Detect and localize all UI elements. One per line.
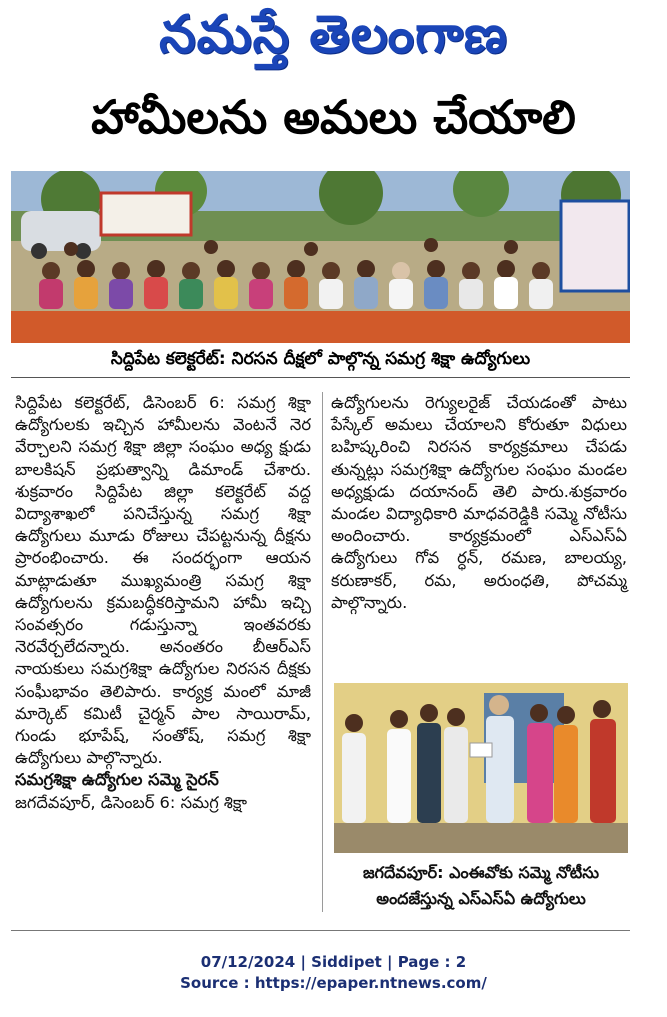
left-column <box>15 392 311 814</box>
footer <box>0 952 667 994</box>
left-column-paragraph: సిద్దిపేట కలెక్టరేట్, డిసెంబర్ 6: సమగ్ర శిక్షా ఉద్యోగులకు ఇచ్చిన హామీలను వెంటనే నెర వేర్చాలని సమగ్ర శిక్షా జిల్లా సంఘం అధ్య క్షుడు బాలకిషన్ ప్రభుత్వాన్ని డిమాండ్ చేశారు. శుక్రవారం సిద్దిపేట జిల్లా కలెక్టరేట్ వద్ద విద్యాశాఖలో పనిచేస్తున్న సమగ్ర శిక్షా ఉద్యోగులు మూడు రోజులు చేపట్టనున్న దీక్షను ప్రారంభించారు. ఈ సందర్భంగా ఆయన మాట్లాడుతూ ముఖ్యమంత్రి సమగ్ర శిక్షా ఉద్యోగులను క్రమబద్ధీకరిస్తామని హామీ ఇచ్చి సంవత్సరం గడుస్తున్నా ఇంతవరకు నెరవేర్చలేదన్నారు. అనంతరం బీఆర్ఎస్ నాయకులు సమగ్రశిక్షా ఉద్యోగుల నిరసన దీక్షకు సంఘీభావం తెలిపారు. కార్యక్ర మంలో మాజీ మార్కెట్ కమిటీ చైర్మన్ పాల సాయిరామ్, గుండు భూపేష్, సంతోష్, సమగ్ర శిక్షా ఉద్యోగులు పాల్గొన్నారు. <box>15 393 311 768</box>
right-photo-caption: జగదేవపూర్: ఎంఈవోకు సమ్మె నోటీసు అందజేస్తున్న ఎస్ఎస్ఏ ఉద్యోగులు <box>362 863 600 908</box>
column-divider <box>322 392 323 912</box>
strike-notice-photo <box>334 683 628 853</box>
protest-photo <box>11 171 630 343</box>
headline-text: హామీలను అమలు చేయాలి <box>91 90 576 144</box>
masthead-title: నమస్తే తెలంగాణ <box>159 4 508 65</box>
right-column-paragraph: ఉద్యోగులను రెగ్యులరైజ్ చేయడంతో పాటు పేస్కేల్ అమలు చేయాలని కోరుతూ విధులు బహిష్కరించి నిరసన కార్యక్రమాలు చేపడు తున్నట్లు సమగ్రశిక్షా ఉద్యోగుల సంఘం మండల అధ్యక్షుడు దయానంద్ తెలి పారు.శుక్రవారం మండల విద్యాధికారి మాధవరెడ్డికి సమ్మె నోటీసు అందించారు. కార్యక్రమంలో ఎస్ఎస్ఏ ఉద్యోగులు గోవ ర్ధన్, రమణ, బాలయ్య, కరుణాకర్, రమ, అరుంధతి, పోచమ్మ పాల్గొన్నారు. <box>331 393 627 612</box>
strike-notice-photo-illustration <box>334 683 628 853</box>
masthead <box>0 0 667 82</box>
protest-photo-illustration <box>11 171 630 343</box>
bottom-rule <box>11 930 630 931</box>
section-subhead: సమగ్రశిక్షా ఉద్యోగుల సమ్మె సైరన్ <box>15 770 219 790</box>
subhead-body: జగదేవపూర్, డిసెంబర్ 6: సమగ్ర శిక్షా <box>15 792 247 812</box>
top-photo-caption: సిద్దిపేట కలెక్టరేట్: నిరసన దీక్షలో పాల్గొన్న సమగ్ర శిక్షా ఉద్యోగులు <box>11 345 630 378</box>
right-column <box>331 392 627 614</box>
article-headline <box>0 88 667 158</box>
footer-source-line: Source : https://epaper.ntnews.com/ <box>180 974 487 992</box>
footer-edition-line: 07/12/2024 | Siddipet | Page : 2 <box>200 953 467 971</box>
